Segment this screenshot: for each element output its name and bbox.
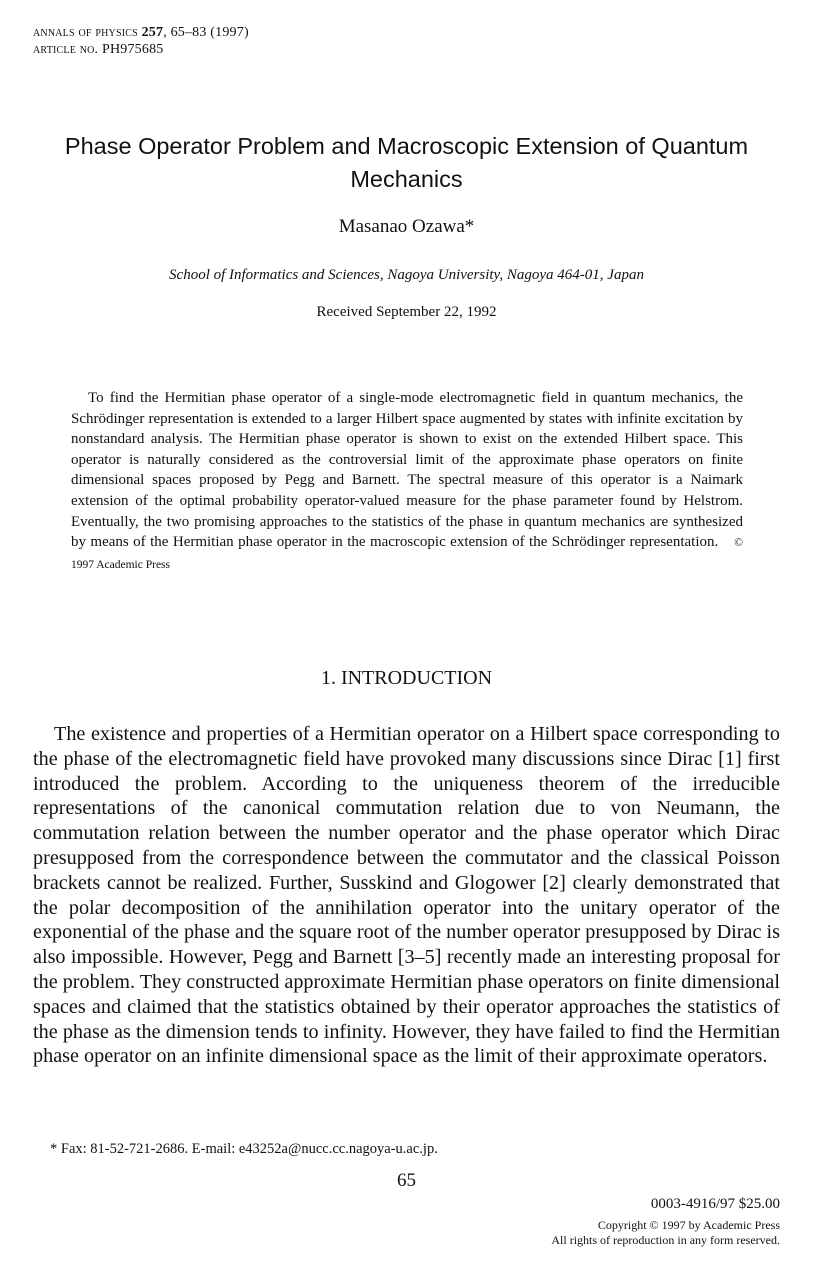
- rights-line: All rights of reproduction in any form reserved.: [551, 1233, 780, 1247]
- article-label: article no.: [33, 42, 99, 57]
- article-id: PH975685: [101, 42, 164, 57]
- journal-header: [33, 24, 249, 58]
- journal-citation: [33, 24, 249, 41]
- footnote: * Fax: 81-52-721-2686. E-mail: e43252a@nucc.cc.nagoya-u.ac.jp.: [50, 1141, 438, 1157]
- section-heading: 1. INTRODUCTION: [320, 667, 493, 689]
- issn-price: 0003-4916/97 $25.00: [650, 1196, 780, 1212]
- abstract-text: To find the Hermitian phase operator of a single-mode electromagnetic field in quantum mechanics, the Schrödinger representation is extended to a larger Hilbert space augmented by states with infinite excitation by nonstandard analysis. The Hermitian phase operator is shown to exist on the extended Hilbert space. This operator is naturally considered as the controversial limit of the approximate phase operators on finite dimensional spaces proposed by Pegg and Barnett. The spectral measure of this operator is a Naimark extension of the optimal probability operator-valued measure for the phase parameter found by Helstrom. Eventually, the two promising approaches to the statistics of the phase in quantum mechanics are synthesized by means of the Hermitian phase operator in the macroscopic extension of the Schrödinger representation.: [71, 390, 743, 551]
- article-number: [33, 41, 249, 58]
- journal-pages: , 65–83 (1997): [163, 25, 249, 40]
- abstract-copyright: © 1997 Academic Press: [71, 537, 743, 571]
- author-name: Masanao Ozawa*: [338, 216, 475, 237]
- journal-volume: 257: [141, 25, 164, 40]
- paper-title: Phase Operator Problem and Macroscopic Extension of Quantum Mechanics: [64, 133, 749, 192]
- author-affiliation: School of Informatics and Sciences, Nagoya University, Nagoya 464-01, Japan: [169, 267, 644, 283]
- copyright-block: [551, 1218, 780, 1248]
- abstract: [71, 388, 743, 575]
- journal-name: annals of physics: [33, 25, 138, 40]
- received-date: Received September 22, 1992: [316, 304, 497, 320]
- intro-paragraph: The existence and properties of a Hermitian operator on a Hilbert space corresponding to the phase of the electromagnetic field have provoked many discussions since Dirac [1] first introduced the problem. According to the uniqueness theorem of the irreducible representations of the canonical commutation relation due to von Neumann, the commutation relation between the number operator and the phase operator which Dirac presupposed from the correspondence between the commutator and the classical Poisson brackets cannot be realized. Further, Susskind and Glogower [2] clearly demonstrated that the polar decomposition of the annihilation operator into the unitary operator of the exponential of the phase and the square root of the number operator presupposed by Dirac is also impossible. However, Pegg and Barnett [3–5] recently made an interesting proposal for the problem. They constructed approximate Hermitian phase operators on finite dimensional spaces and claimed that the statistics obtained by their operator approaches the statistics of the phase as the dimension tends to infinity. However, they have failed to find the Hermitian phase operator on an infinite dimensional space as the limit of their approximate operators.: [33, 723, 780, 1068]
- copyright-line: Copyright © 1997 by Academic Press: [597, 1218, 780, 1232]
- page-number: 65: [397, 1170, 416, 1191]
